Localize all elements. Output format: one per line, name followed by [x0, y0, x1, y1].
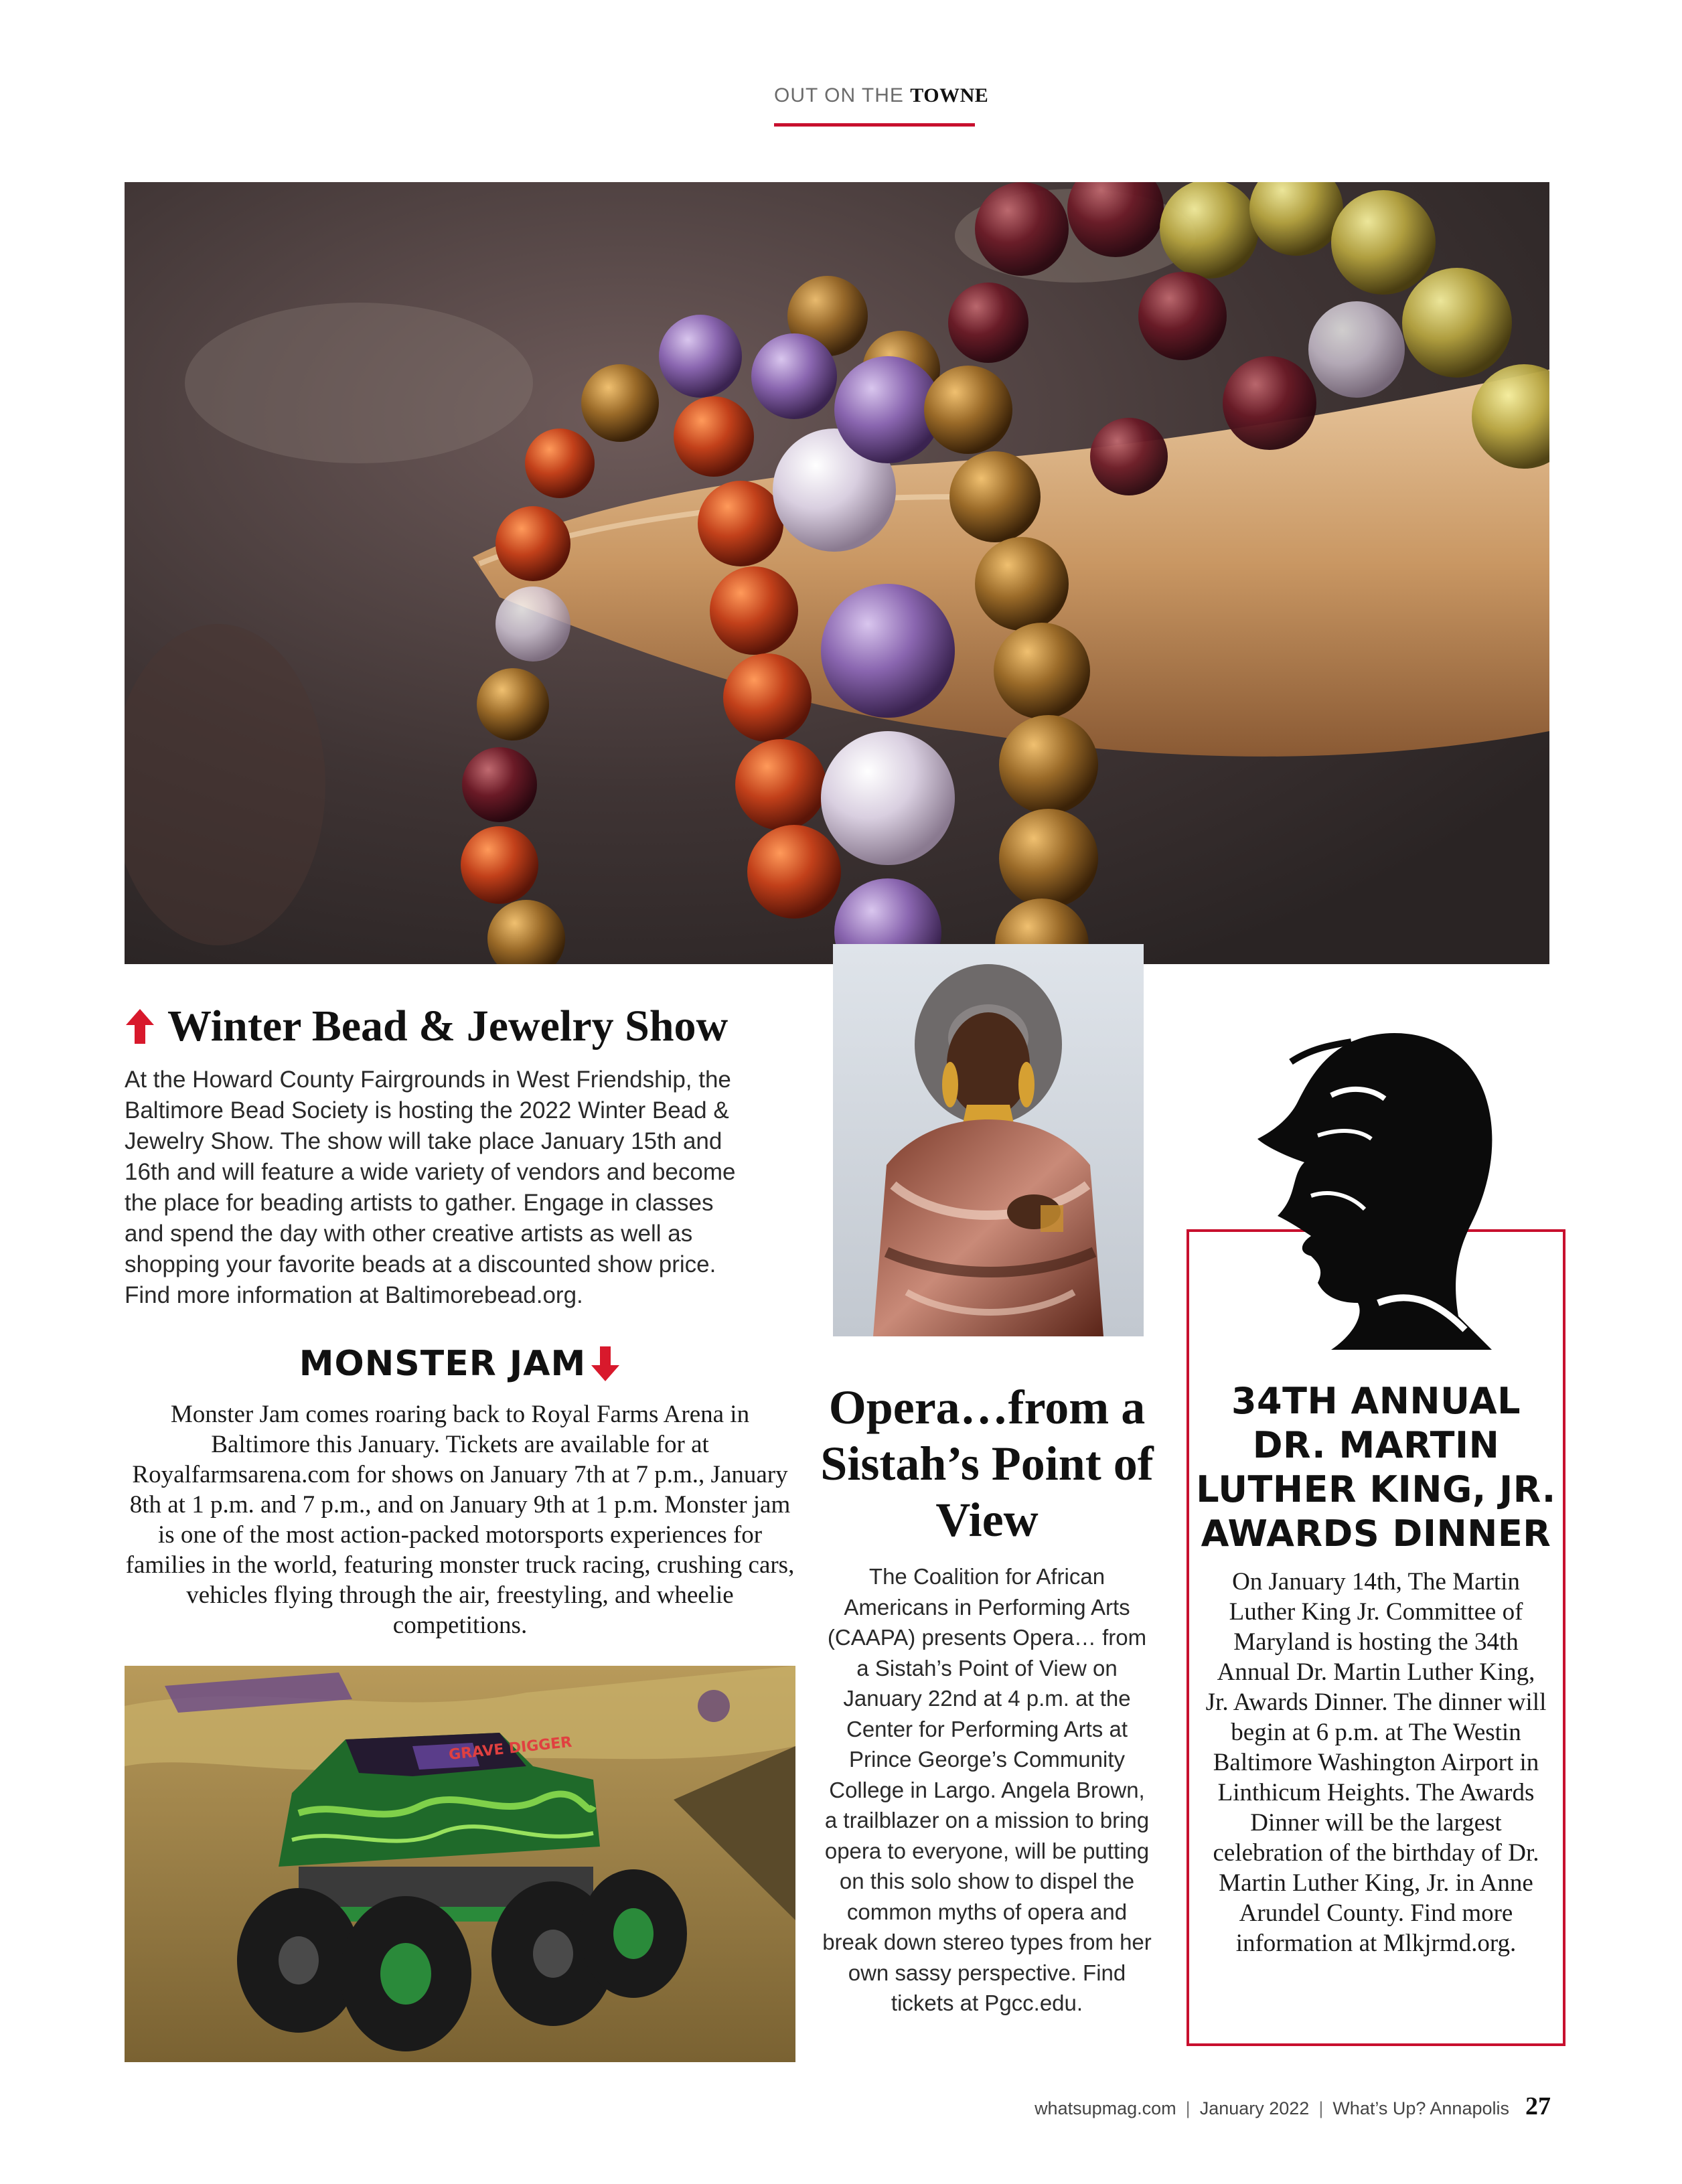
monster-truck-photo [125, 1666, 795, 2062]
mlk-silhouette-illustration [1251, 1022, 1505, 1350]
arrow-up-icon [125, 1008, 155, 1045]
arrow-down-icon [590, 1345, 621, 1383]
truck-lettering: GRAVE DIGGER [448, 1733, 573, 1764]
bead-show-body: At the Howard County Fairgrounds in West Friendship, the Baltimore Bead Society is hosting the 2022 Winter Bead & Jewelry Show. The show will take place January 15th and 16th and will feature a wide variety of vendors and become the place for beading artists to gather. Engage in classes and spend the day with other creative artists as well as shopping your favorite beads at a discounted show price. Find more information at Baltimorebead.org. [125, 1067, 736, 1308]
running-head-rule [774, 123, 975, 127]
monster-jam-body: Monster Jam comes roaring back to Royal Farms Arena in Baltimore this January. Tickets are available for at Royalfarmsarena.com for shows on January 7th at 7 p.m., January 8th at 1 p.m. and 7 p.m., and on January 9th at 1 p.m. Monster jam is one of the most action-packed motorsports experiences for families in the world, featuring monster truck racing, crushing cars, vehicles flying through the air, freestyling, and wheelie competitions. [125, 1401, 795, 1639]
opera-title: Opera…from a Sistah’s Point of View [820, 1381, 1154, 1547]
bead-show-title-row [125, 996, 794, 1057]
monster-jam-title-row [125, 1340, 795, 1387]
page-footer [937, 2092, 1551, 2125]
footer-site: whatsupmag.com [1035, 2098, 1176, 2118]
mlk-dinner-title: 34TH ANNUAL DR. MARTIN LUTHER KING, JR. AWARDS DINNER [1196, 1380, 1556, 1555]
angela-brown-portrait-photo [833, 944, 1144, 1336]
footer-issue: January 2022 [1199, 2098, 1310, 2118]
section-name: TOWNE [910, 84, 989, 106]
mlk-dinner-body: On January 14th, The Martin Luther King Jr. Committee of Maryland is hosting the 34th Annual Dr. Martin Luther King, Jr. Awards Dinner. The dinner will begin at 6 p.m. at The Westin Baltimore Washington Airport in Linthicum Heights. The Awards Dinner will be the largest celebration of the birthday of Dr. Martin Luther King, Jr. in Anne Arundel County. Find more information at Mlkjrmd.org. [1205, 1568, 1547, 1957]
page-number: 27 [1525, 2092, 1551, 2120]
running-head [774, 84, 989, 125]
bead-bracelets-photo [125, 182, 1549, 964]
footer-separator: | [1318, 2098, 1324, 2118]
opera-body: The Coalition for African Americans in Performing Arts (CAAPA) presents Opera… from a Sistah’s Point of View on January 22nd at 4 p.m. at the Center for Performing Arts at Prince George’s Community College in Largo. Angela Brown, a trailblazer on a mission to bring opera to everyone, will be putting on this solo show to dispel the common myths of opera and break down stereo types from her own sassy perspective. Find tickets at Pgcc.edu. [822, 1564, 1152, 2015]
footer-publication: What’s Up? Annapolis [1332, 2098, 1509, 2118]
section-prefix: OUT ON THE [774, 84, 904, 106]
monster-jam-title: MONSTER JAM [299, 1344, 587, 1384]
footer-separator: | [1185, 2098, 1191, 2118]
bead-show-title: Winter Bead & Jewelry Show [167, 1002, 729, 1050]
